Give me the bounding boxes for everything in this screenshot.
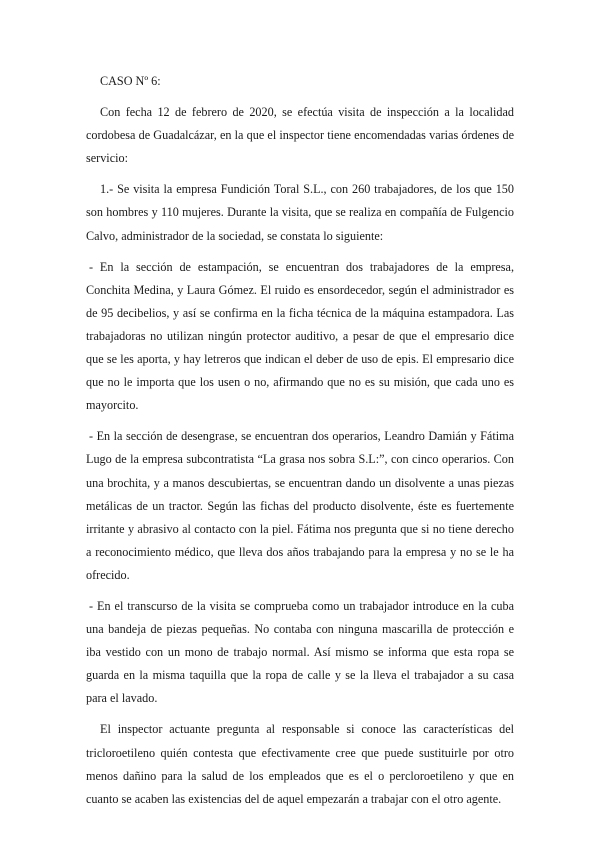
paragraph-inspector: El inspector actuante pregunta al responsable si conoce las características del tricloroetileno quién contesta que efectivamente cree que puede sustituirle por otro menos dañino para la salud de los empleados que es el o percloroetileno y que en cuanto se acaben las existencias del de aquel empezarán a trabajar con el otro agente.: [86, 722, 514, 806]
case-heading: CASO Nº 6:: [100, 74, 161, 88]
paragraph-intro: Con fecha 12 de febrero de 2020, se efectúa visita de inspección a la localidad cordobesa de Guadalcázar, en la que el inspector tiene encomendadas varias órdenes de servicio:: [86, 105, 514, 166]
document-page: [86, 70, 514, 819]
paragraph-cuba: - En el transcurso de la visita se comprueba como un trabajador introduce en la cuba una bandeja de piezas pequeñas. No contaba con ninguna mascarilla de protección e iba vestido con un mono de trabajo normal. Así mismo se informa que esta ropa se guarda en la misma taquilla que la ropa de calle y se la lleva el trabajador a su casa para el lavado.: [86, 598, 514, 706]
paragraph-desengrase: - En la sección de desengrase, se encuentran dos operarios, Leandro Damián y Fátima Lugo de la empresa subcontratista “La grasa nos sobra S.L:”, con cinco operarios. Con una brochita, y a manos descubiertas, se encuentran dando un disolvente a unas piezas metálicas de un tractor. Según las fichas del producto disolvente, éste es fuertemente irritante y abrasivo al contacto con la piel. Fátima nos pregunta que si no tiene derecho a reconocimiento médico, que lleva dos años trabajando para la empresa y no se le ha ofrecido.: [86, 429, 514, 582]
paragraph-estampacion: - En la sección de estampación, se encuentran dos trabajadores de la empresa, Conchita Medina, y Laura Gómez. El ruido es ensordecedor, según el administrador es de 95 decibelios, y así se confirma en la ficha técnica de la máquina estampadora. Las trabajadoras no utilizan ningún protector auditivo, a pesar de que el empresario dice que se les aporta, y hay letreros que indican el deber de uso de epis. El empresario dice que no le importa que los usen o no, afirmando que no es su misión, que cada uno es mayorcito.: [86, 259, 514, 413]
paragraph-item-1: 1.- Se visita la empresa Fundición Toral S.L., con 260 trabajadores, de los que 150 son hombres y 110 mujeres. Durante la visita, que se realiza en compañía de Fulgencio Calvo, administrador de la sociedad, se constata lo siguiente:: [86, 182, 514, 243]
